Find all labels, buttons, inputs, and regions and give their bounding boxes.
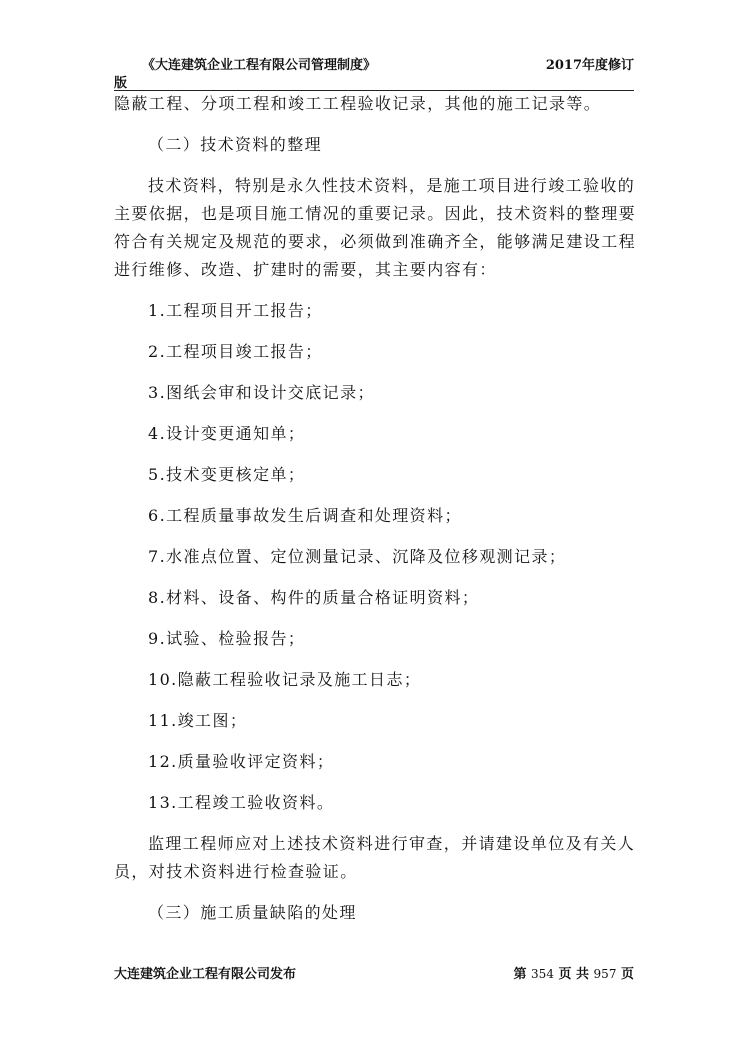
list-item: 11.竣工图；	[148, 711, 248, 730]
paragraph-review	[114, 830, 634, 886]
list-item: 9.试验、检验报告；	[148, 629, 306, 648]
paragraph-line: 监理工程师应对上述技术资料进行审查，并请建设单位及有关人	[148, 834, 636, 853]
page-number: 354	[531, 967, 554, 981]
paragraph-line: 员，对技术资料进行检查验证。	[114, 862, 358, 881]
page-mid: 页 共	[558, 967, 590, 982]
list-item: 13.工程竣工验收资料。	[148, 793, 335, 812]
section-heading-2: （二）技术资料的整理	[148, 135, 323, 154]
list-item: 4.设计变更通知单；	[148, 424, 306, 443]
paragraph-line: 主要依据，也是项目施工情况的重要记录。因此，技术资料的整理要	[114, 204, 637, 223]
page-footer	[114, 963, 634, 981]
page-header	[114, 54, 634, 91]
document-body	[114, 90, 637, 927]
publisher-label: 大连建筑企业工程有限公司发布	[114, 967, 297, 982]
paragraph-line: 进行维修、改造、扩建时的需要，其主要内容有：	[114, 260, 497, 279]
list-item: 6.工程质量事故发生后调查和处理资料；	[148, 506, 462, 525]
edition-label-wrap: 版	[114, 76, 128, 91]
paragraph-line: 符合有关规定及规范的要求，必须做到准确齐全，能够满足建设工程	[114, 232, 637, 251]
page-counter	[514, 963, 635, 982]
list-item: 10.隐蔽工程验收记录及施工日志；	[148, 670, 422, 689]
list-item: 7.水准点位置、定位测量记录、沉降及位移观测记录；	[148, 547, 567, 566]
list-item: 5.技术变更核定单；	[148, 465, 306, 484]
paragraph-line: 技术资料，特别是永久性技术资料，是施工项目进行竣工验收的	[148, 176, 636, 195]
section-heading-3: （三）施工质量缺陷的处理	[148, 903, 357, 922]
paragraph-technical-data	[114, 172, 637, 284]
page-total: 957	[593, 967, 617, 981]
list-item: 2.工程项目竣工报告；	[148, 342, 323, 361]
list-item: 1.工程项目开工报告；	[148, 301, 323, 320]
edition-label: 2017年度修订	[545, 58, 634, 73]
page-suffix: 页	[620, 967, 634, 982]
list-item: 8.材料、设备、构件的质量合格证明资料；	[148, 588, 480, 607]
list-item: 3.图纸会审和设计交底记录；	[148, 383, 375, 402]
document-title: 《大连建筑企业工程有限公司管理制度》	[142, 58, 377, 73]
list-item: 12.质量验收评定资料；	[148, 752, 335, 771]
body-line: 隐蔽工程、分项工程和竣工工程验收记录，其他的施工记录等。	[114, 94, 602, 113]
page-prefix: 第	[513, 967, 527, 982]
